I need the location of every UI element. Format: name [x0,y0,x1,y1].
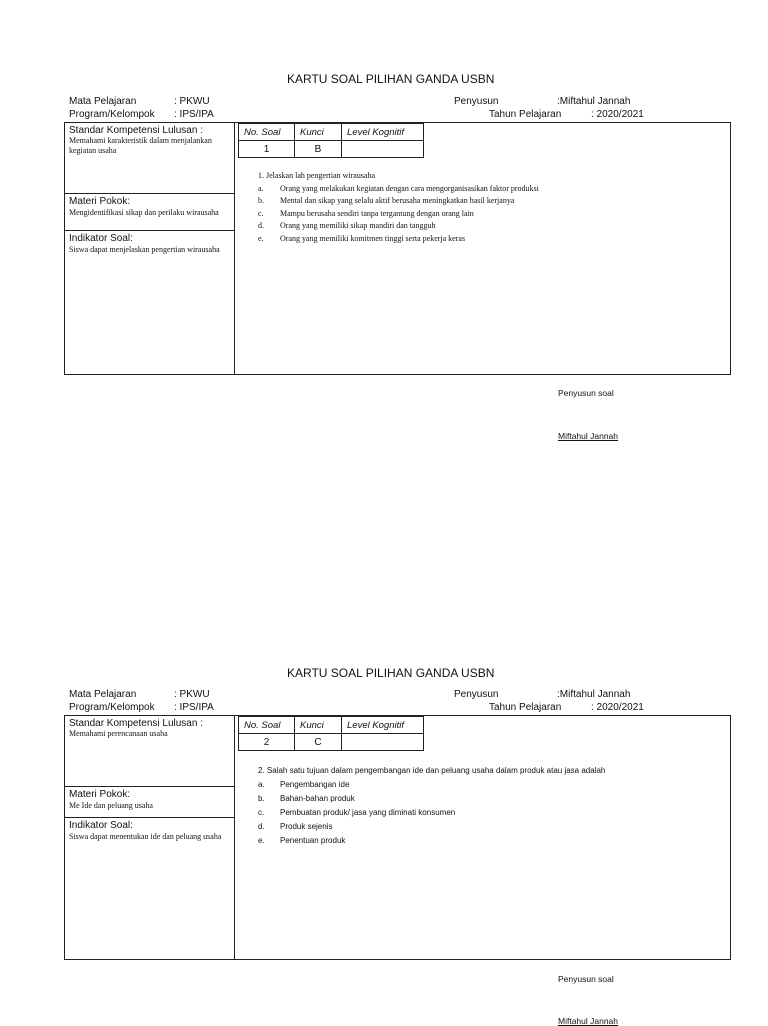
skl-text: Memahami perencanaan usaha [69,729,168,738]
th-level-kognitif: Level Kognitif [342,717,424,734]
left-column [65,123,235,374]
penyusun-value: :Miftahul Jannah [557,96,631,107]
no-soal-value: 1 [239,141,295,158]
mata-pelajaran-label: Mata Pelajaran [69,689,137,700]
option-e: e. Penentuan produk [258,836,346,845]
signature-name: Miftahul Jannah [558,1016,619,1026]
question-block [258,764,605,848]
program-label: Program/Kelompok [69,702,155,713]
no-soal-value: 2 [239,734,295,751]
indikator-text: Siswa dapat menjelaskan pengertian wirausaha [69,245,220,254]
option-d: d. Orang yang memiliki sikap mandiri dan tangguh [258,221,436,230]
tahun-label: Tahun Pelajaran [489,109,562,120]
card-title: KARTU SOAL PILIHAN GANDA USBN [287,666,495,680]
level-value [342,141,424,158]
kunci-value: C [295,734,342,751]
th-no-soal: No. Soal [239,717,295,734]
signature-label: Penyusun soal [558,388,614,398]
penyusun-value: :Miftahul Jannah [557,689,631,700]
indikator-label: Indikator Soal: [69,233,133,244]
option-a: a. Pengembangan ide [258,780,350,789]
th-kunci: Kunci [295,717,342,734]
kunci-value: B [295,141,342,158]
left-column [65,716,235,959]
program-label: Program/Kelompok [69,109,155,120]
tahun-value: : 2020/2021 [591,109,644,120]
indikator-text: Siswa dapat menentukan ide dan peluang usaha [69,832,222,841]
skl-text: Memahami karakteristik dalam menjalankan kegiatan usaha [69,136,212,155]
level-value [342,734,424,751]
card-frame [64,715,731,960]
card-frame [64,122,731,375]
question-block [258,170,539,245]
materi-text: Me Ide dan peluang usaha [69,801,153,810]
materi-label: Materi Pokok: [69,789,131,800]
skl-section [65,716,234,787]
skl-label: Standar Kompetensi Lulusan : [69,718,203,729]
signature-name: Miftahul Jannah [558,431,619,441]
program-value: : IPS/IPA [174,702,214,713]
kunci-table [238,123,424,158]
option-d: d. Produk sejenis [258,822,333,831]
indikator-section [65,231,234,374]
option-b: b. Bahan-bahan produk [258,794,355,803]
signature-label: Penyusun soal [558,974,614,984]
question-text: 1. Jelaskan lah pengertian wirausaha [258,171,376,180]
indikator-label: Indikator Soal: [69,820,133,831]
mata-pelajaran-value: : PKWU [174,96,210,107]
option-e: e. Orang yang memiliki komitmen tinggi serta pekerja keras [258,233,466,243]
materi-section [65,194,234,231]
th-kunci: Kunci [295,124,342,141]
option-c: c. Pembuatan produk/ jasa yang diminati konsumen [258,808,456,817]
option-b: b. Mental dan sikap yang selalu aktif berusaha meningkatkan hasil kerjanya [258,196,515,205]
option-a: a. Orang yang melakukan kegiatan dengan cara mengorganisasikan faktor produksi [258,183,539,193]
indikator-section [65,818,234,959]
mata-pelajaran-label: Mata Pelajaran [69,96,137,107]
materi-section [65,787,234,818]
option-c: c. Mampu berusaha sendiri tanpa tergantung dengan orang lain [258,208,474,218]
card-title: KARTU SOAL PILIHAN GANDA USBN [287,72,495,86]
kunci-table [238,716,424,751]
materi-text: Mengidentifikasi sikap dan perilaku wirausaha [69,208,219,217]
program-value: : IPS/IPA [174,109,214,120]
skl-label: Standar Kompetensi Lulusan : [69,125,203,136]
th-no-soal: No. Soal [239,124,295,141]
question-text: 2. Salah satu tujuan dalam pengembangan ide dan peluang usaha dalam produk atau jasa adalah [258,766,606,775]
penyusun-label: Penyusun [454,96,499,107]
penyusun-label: Penyusun [454,689,499,700]
skl-section [65,123,234,194]
tahun-value: : 2020/2021 [591,702,644,713]
th-level-kognitif: Level Kognitif [342,124,424,141]
mata-pelajaran-value: : PKWU [174,689,210,700]
tahun-label: Tahun Pelajaran [489,702,562,713]
materi-label: Materi Pokok: [69,196,131,207]
